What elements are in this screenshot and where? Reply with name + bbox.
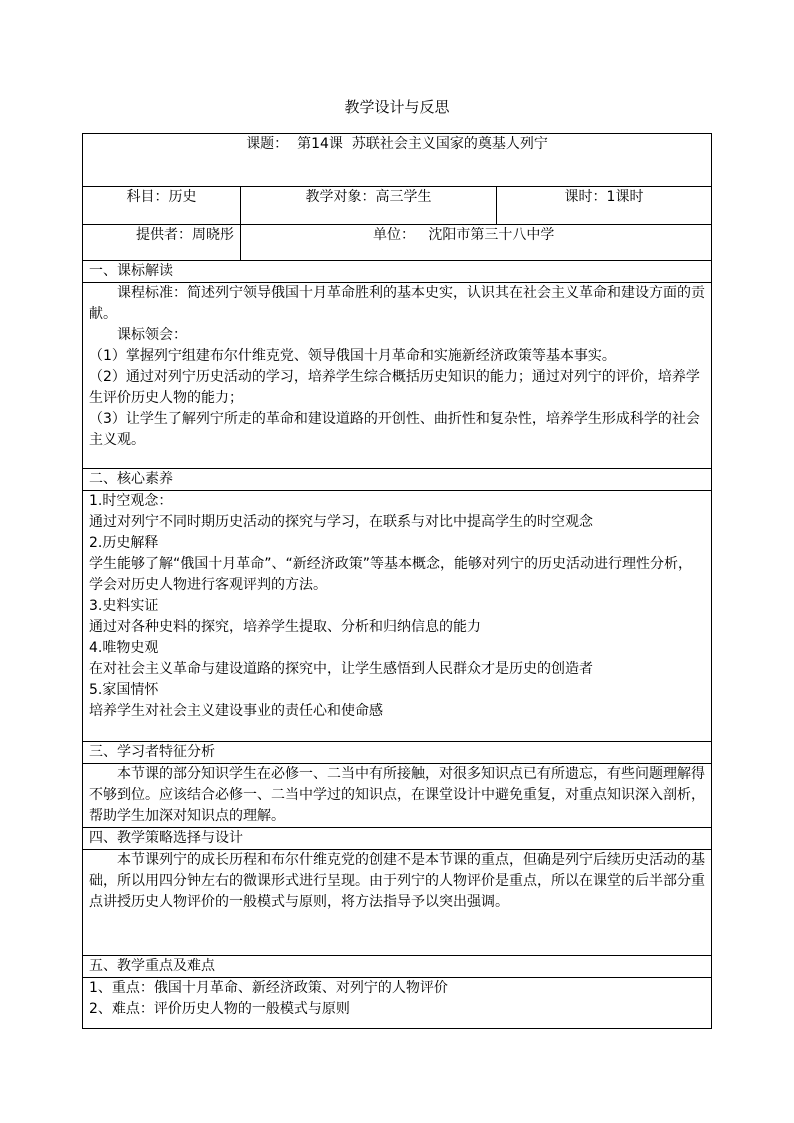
section-4-body — [83, 850, 712, 956]
topic-cell — [83, 134, 712, 187]
literacy-line: 培养学生对社会主义建设事业的责任心和使命感 — [89, 703, 383, 719]
section-4-heading: 四、教学策略选择与设计 — [83, 828, 712, 850]
section-2-body-row — [83, 491, 712, 742]
section-2-heading: 二、核心素养 — [83, 469, 712, 491]
section-4-heading-row — [83, 828, 712, 850]
topic-label: 课题： — [246, 136, 289, 152]
understanding-item-2: （2）通过对列宁历史活动的学习，培养学生综合概括历史知识的能力；通过对列宁的评价，培养学生评价历史人物的能力； — [89, 369, 700, 406]
section-5-heading: 五、教学重点及难点 — [83, 956, 712, 978]
difficulty-line: 2、难点：评价历史人物的一般模式与原则 — [89, 1001, 350, 1017]
section-5-body-row — [83, 978, 712, 1029]
document-title: 教学设计与反思 — [344, 98, 450, 116]
literacy-line: 在对社会主义革命与建设道路的探究中，让学生感悟到人民群众才是历史的创造者 — [89, 661, 593, 677]
section-2-body — [83, 491, 712, 742]
section-1-body-row — [83, 283, 712, 469]
hours-cell: 课时：1课时 — [497, 187, 712, 225]
section-1-heading-row — [83, 261, 712, 283]
audience-cell: 教学对象：高三学生 — [241, 187, 497, 225]
section-3-heading-row — [83, 742, 712, 764]
section-3-body — [83, 764, 712, 828]
topic-lesson: 第14课 — [297, 136, 343, 152]
literacy-line: 4.唯物史观 — [89, 640, 159, 656]
section-4-body-row — [83, 850, 712, 956]
literacy-line: 3.史料实证 — [89, 598, 159, 614]
literacy-line: 1.时空观念： — [89, 493, 173, 509]
unit-cell — [241, 225, 712, 261]
learner-analysis-text: 本节课的部分知识学生在必修一、二当中有所接触，对很多知识点已有所遗忘，有些问题理解得不够到位。应该结合必修一、二当中学过的知识点，在课堂设计中避免重复，对重点知识深入剖析，帮助学生加深对知识点的理解。 — [89, 766, 705, 824]
section-1-body — [83, 283, 712, 469]
understanding-item-3: （3）让学生了解列宁所走的革命和建设道路的开创性、曲折性和复杂性，培养学生形成科学的社会主义观。 — [89, 411, 700, 448]
strategy-text: 本节课列宁的成长历程和布尔什维克党的创建不是本节课的重点，但确是列宁后续历史活动的基础，所以用四分钟左右的微课形式进行呈现。由于列宁的人物评价是重点，所以在课堂的后半部分重点讲授历史人物评价的一般模式与原则，将方法指导予以突出强调。 — [89, 852, 705, 910]
lesson-plan-table — [82, 133, 712, 1029]
section-3-heading: 三、学习者特征分析 — [83, 742, 712, 764]
standard-understanding-label: 课标领会： — [117, 327, 187, 343]
provider-cell: 提供者：周晓彤 — [83, 225, 241, 261]
unit-name: 沈阳市第三十八中学 — [428, 227, 555, 243]
literacy-line: 2.历史解释 — [89, 535, 159, 551]
course-standard: 课程标准：简述列宁领导俄国十月革命胜利的基本史实，认识其在社会主义革命和建设方面的贡献。 — [89, 285, 705, 322]
understanding-item-1: （1）掌握列宁组建布尔什维克党、领导俄国十月革命和实施新经济政策等基本事实。 — [89, 348, 616, 364]
section-3-body-row — [83, 764, 712, 828]
unit-label: 单位： — [373, 227, 415, 243]
literacy-line: 5.家国情怀 — [89, 682, 159, 698]
provider-row — [83, 225, 712, 261]
meta-row — [83, 187, 712, 225]
section-5-heading-row — [83, 956, 712, 978]
section-5-body — [83, 978, 712, 1029]
literacy-line: 学生能够了解“俄国十月革命”、“新经济政策”等基本概念，能够对列宁的历史活动进行理性分析，学会对历史人物进行客观评判的方法。 — [89, 556, 693, 593]
topic-name: 苏联社会主义国家的奠基人列宁 — [351, 136, 548, 152]
literacy-line: 通过对列宁不同时期历史活动的探究与学习，在联系与对比中提高学生的时空观念 — [89, 514, 593, 530]
literacy-line: 通过对各种史料的探究，培养学生提取、分析和归纳信息的能力 — [89, 619, 481, 635]
section-1-heading: 一、课标解读 — [83, 261, 712, 283]
key-point-line: 1、重点：俄国十月革命、新经济政策、对列宁的人物评价 — [89, 980, 448, 996]
topic-row — [83, 134, 712, 187]
subject-cell: 科目：历史 — [83, 187, 241, 225]
section-2-heading-row — [83, 469, 712, 491]
